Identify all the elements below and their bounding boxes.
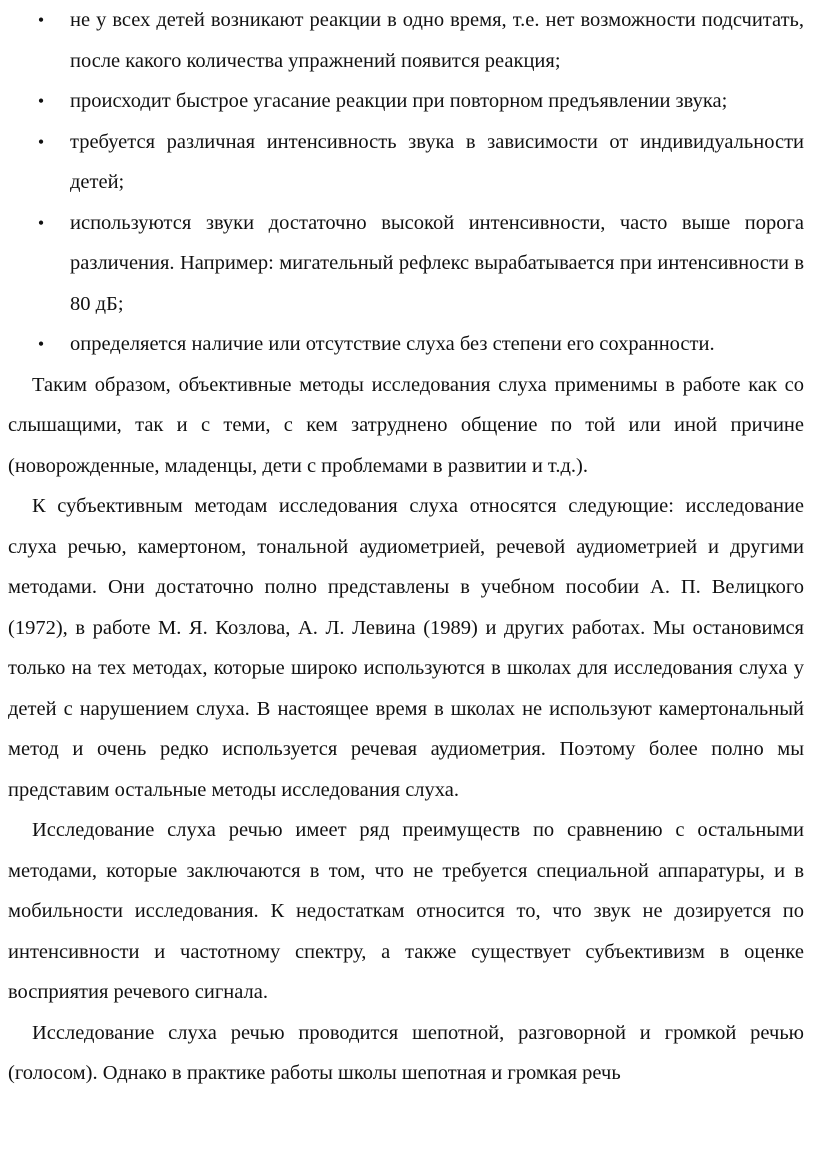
- list-item-text: требуется различная интенсивность звука в зависимости от индивидуальности детей;: [70, 130, 804, 193]
- bullet-list: [8, 0, 804, 365]
- document-page: [8, 0, 804, 1094]
- bullet-icon: •: [37, 91, 45, 111]
- list-item: [8, 203, 804, 325]
- bullet-icon: •: [37, 334, 45, 354]
- bullet-icon: •: [37, 10, 45, 30]
- paragraph-speech-advantages: Исследование слуха речью имеет ряд преимуществ по сравнению с остальными методами, которые заключаются в том, что не требуется специальной аппаратуры, и в мобильности исследования. К недостаткам относится то, что звук не дозируется по интенсивности и частотному спектру, а также существует субъективизм в оценке восприятия речевого сигнала.: [8, 819, 804, 1003]
- list-item: [8, 122, 804, 203]
- bullet-icon: •: [37, 131, 45, 152]
- list-item: [8, 0, 804, 81]
- list-item: [8, 324, 804, 365]
- bullet-icon: •: [37, 212, 45, 233]
- list-item-text: используются звуки достаточно высокой интенсивности, часто выше порога различения. Например: мигательный рефлекс вырабатывается при интенсивности в 80 дБ;: [70, 211, 804, 315]
- paragraph-conclusion: Таким образом, объективные методы исследования слуха применимы в работе как со слышащими, так и с теми, с кем затруднено общение по той или иной причине (новорожденные, младенцы, дети с проблемами в развитии и т.д.).: [8, 373, 804, 477]
- list-item-text: не у всех детей возникают реакции в одно время, т.е. нет возможности подсчитать, после какого количества упражнений появится реакция;: [70, 9, 804, 72]
- paragraph-speech-types: Исследование слуха речью проводится шепотной, разговорной и громкой речью (голосом). Однако в практике работы школы шепотная и громкая речь: [8, 1021, 804, 1084]
- list-item-text: происходит быстрое угасание реакции при повторном предъявлении звука;: [70, 90, 728, 112]
- paragraph-subjective-methods: К субъективным методам исследования слуха относятся следующие: исследование слуха речью, камертоном, тональной аудиометрией, речевой аудиометрией и другими методами. Они достаточно полно представлены в учебном пособии А. П. Велицкого (1972), в работе М. Я. Козлова, А. Л. Левина (1989) и других работах. Мы остановимся только на тех методах, которые широко используются в школах для исследования слуха у детей с нарушением слуха. В настоящее время в школах не используют камертональный метод и очень редко используется речевая аудиометрия. Поэтому более полно мы представим остальные методы исследования слуха.: [8, 495, 804, 801]
- list-item-text: определяется наличие или отсутствие слуха без степени его сохранности.: [70, 333, 715, 355]
- list-item: [8, 81, 804, 122]
